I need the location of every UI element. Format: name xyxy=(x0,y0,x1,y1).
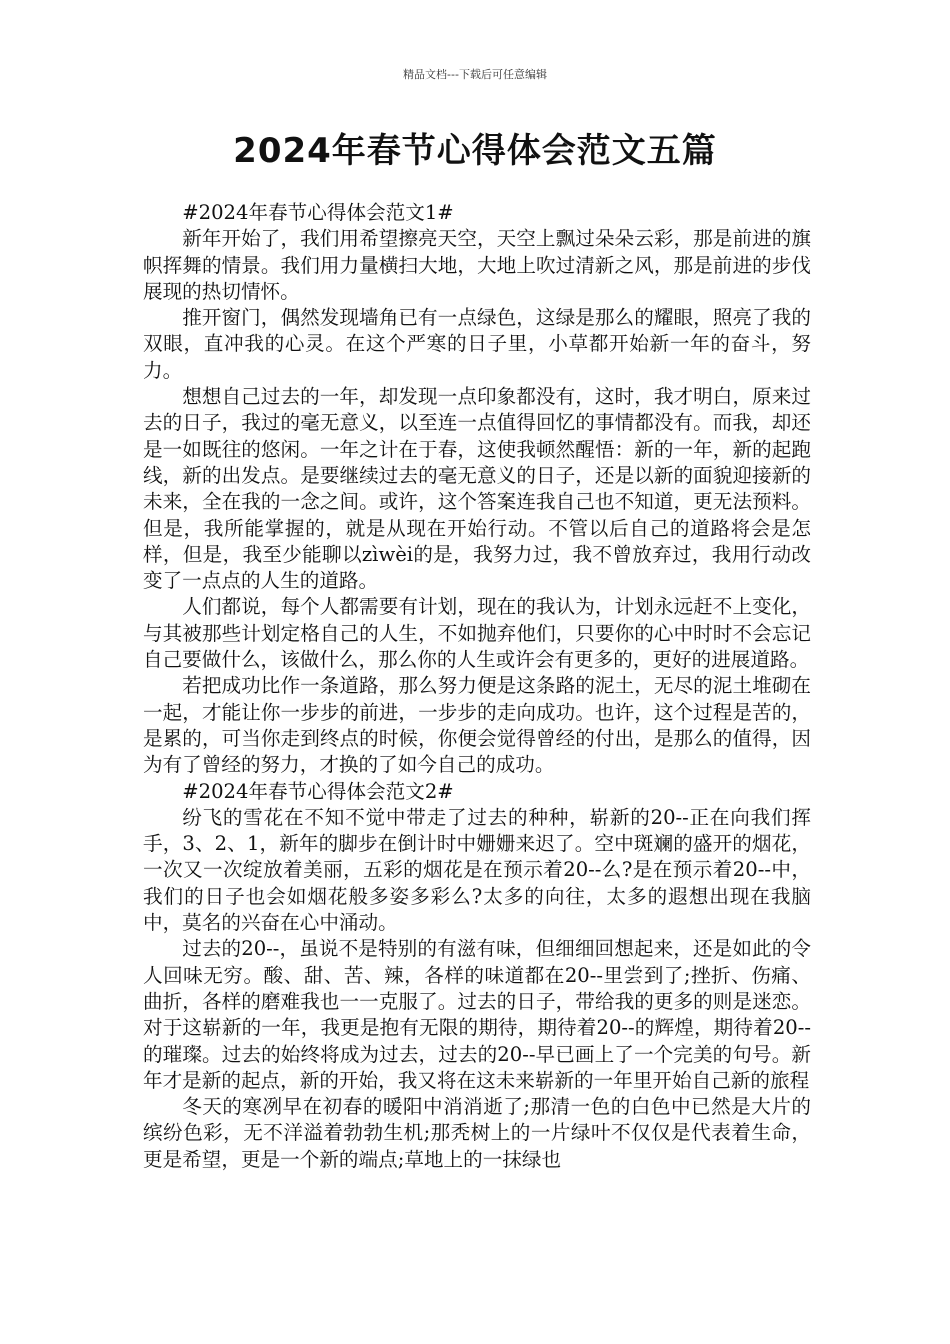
paragraph: 冬天的寒冽早在初春的暖阳中消消逝了;那清一色的白色中已然是大片的缤纷色彩，无不洋溢着勃勃生机;那秃树上的一片绿叶不仅仅是代表着生命，更是希望，更是一个新的端点;草地上的一抹绿也 xyxy=(143,1095,811,1171)
paragraph: 纷飞的雪花在不知不觉中带走了过去的种种，崭新的20--正在向我们挥手，3、2、1，新年的脚步在倒计时中姗姗来迟了。空中斑斓的盛开的烟花，一次又一次绽放着美丽，五彩的烟花是在预示着20--么?是在预示着20--中，我们的日子也会如烟花般多姿多彩么?太多的向往，太多的遐想出现在我脑中，莫名的兴奋在心中涌动。 xyxy=(143,805,811,935)
document-body xyxy=(143,200,811,1173)
paragraph: 想想自己过去的一年，却发现一点印象都没有，这时，我才明白，原来过去的日子，我过的毫无意义，以至连一点值得回忆的事情都没有。而我，却还是一如既往的悠闲。一年之计在于春，这使我顿然醒悟：新的一年，新的起跑线，新的出发点。是要继续过去的毫无意义的日子，还是以新的面貌迎接新的未来，全在我的一念之间。或许，这个答案连我自己也不知道，更无法预料。但是，我所能掌握的，就是从现在开始行动。不管以后自己的道路将会是怎样，但是，我至少能聊以zìwèi的是，我努力过，我不曾放弃过，我用行动改变了一点点的人生的道路。 xyxy=(143,385,811,593)
document-title: 2024年春节心得体会范文五篇 xyxy=(233,131,717,171)
paragraph: 人们都说，每个人都需要有计划，现在的我认为，计划永远赶不上变化，与其被那些计划定格自己的人生，不如抛弃他们，只要你的心中时时不会忘记自己要做什么，该做什么，那么你的人生或许会有更多的，更好的进展道路。 xyxy=(143,595,811,672)
paragraph: 过去的20--，虽说不是特别的有滋有味，但细细回想起来，还是如此的令人回味无穷。酸、甜、苦、辣，各样的味道都在20--里尝到了;挫折、伤痛、曲折，各样的磨难我也一一克服了。过去的日子，带给我的更多的则是迷恋。对于这崭新的一年，我更是抱有无限的期待，期待着20--的辉煌，期待着20--的璀璨。过去的始终将成为过去，过去的20--早已画上了一个完美的句号。新年才是新的起点，新的开始，我又将在这未来崭新的一年里开始自己新的旅程 xyxy=(143,937,811,1092)
paragraph: 推开窗门，偶然发现墙角已有一点绿色，这绿是那么的耀眼，照亮了我的双眼，直冲我的心灵。在这个严寒的日子里，小草都开始新一年的奋斗，努力。 xyxy=(143,306,811,382)
section-heading: #2024年春节心得体会范文1# xyxy=(182,201,454,224)
paragraph: 新年开始了，我们用希望擦亮天空，天空上飘过朵朵云彩，那是前进的旗帜挥舞的情景。我们用力量横扫大地，大地上吹过清新之风，那是前进的步伐展现的热切情怀。 xyxy=(143,227,811,303)
paragraph: 若把成功比作一条道路，那么努力便是这条路的泥土，无尽的泥土堆砌在一起，才能让你一步步的前进，一步步的走向成功。也许，这个过程是苦的，是累的，可当你走到终点的时候，你便会觉得曾经的付出，是那么的值得，因为有了曾经的努力，才换的了如今自己的成功。 xyxy=(143,674,811,777)
header-note: 精品文档---下载后可任意编辑 xyxy=(403,68,547,81)
section-heading: #2024年春节心得体会范文2# xyxy=(182,779,454,803)
